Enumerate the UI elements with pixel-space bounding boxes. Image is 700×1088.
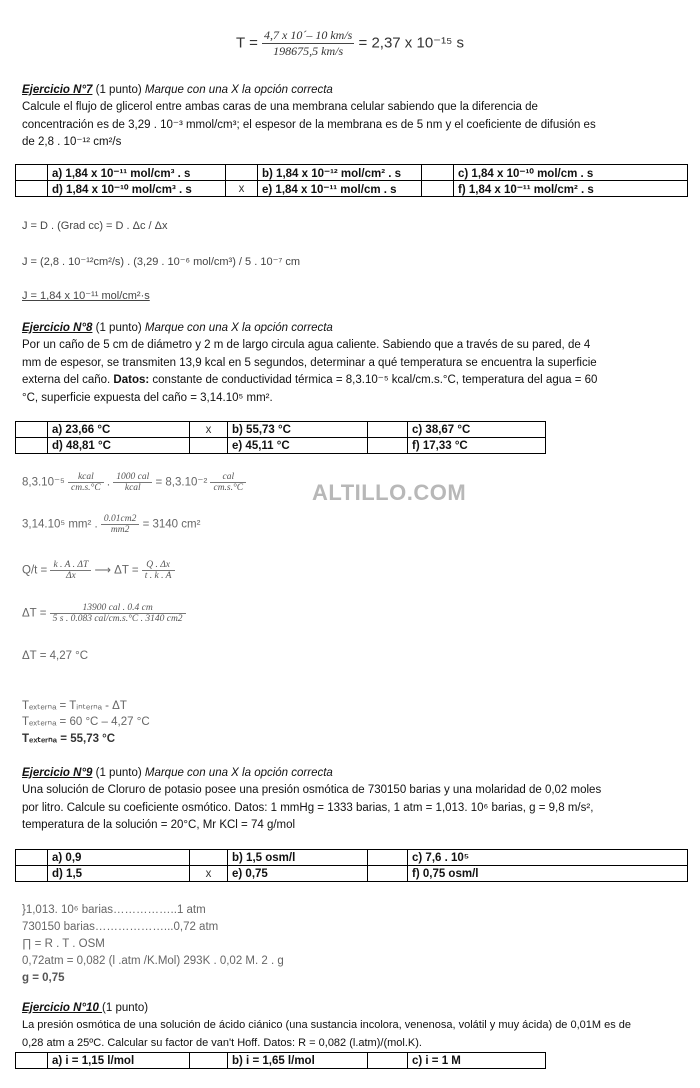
ej8-statement bbox=[22, 337, 686, 407]
ej9-title: Ejercicio N°9 bbox=[22, 767, 93, 779]
ej7-calc3: J = 1,84 x 10⁻¹¹ mol/cm²·s bbox=[22, 290, 150, 302]
top-formula bbox=[0, 28, 700, 59]
ej7-line3: de 2,8 . 10⁻¹² cm²/s bbox=[22, 136, 122, 148]
option-mark-cell[interactable] bbox=[16, 181, 48, 197]
ej8-step3 bbox=[22, 560, 175, 581]
fraction-denominator: mm2 bbox=[110, 525, 130, 535]
option-mark-cell[interactable] bbox=[16, 438, 48, 454]
option-mark-cell[interactable] bbox=[190, 1053, 228, 1069]
ej9-line2: por litro. Calcule su coeficiente osmótico. Datos: 1 mmHg = 1333 barias, 1 atm = 1,013. 10⁶ barias, g = 9,8 m/s², bbox=[22, 801, 594, 814]
ej8-step1: 8,3.10⁻⁵ $\frac{\text{kcal}}{cm.s.^\circ C}$ . $\frac{\text{1000 cal}}{\text{kcal}}$ = 8,3.10⁻² $\frac{\text{cal}}{cm.s.^\circ C}$ bbox=[22, 472, 246, 493]
ej9-line1: Una solución de Cloruro de potasio posee una presión osmótica de 730150 barias y una molaridad de 0,02 moles bbox=[22, 784, 602, 796]
ej8-step4-pre: ΔT = bbox=[22, 607, 47, 620]
ej8-step3-frac1 bbox=[50, 560, 91, 581]
fraction-denominator: 5 s . 0.083 cal/cm.s.°C . 3140 cm2 bbox=[52, 614, 183, 624]
top-formula-lhs: T = bbox=[236, 34, 258, 52]
ej7-line1: Calcule el flujo de glicerol entre ambas caras de una membrana celular sabiendo que la diferencia de bbox=[22, 101, 538, 113]
ej9-points: (1 punto) bbox=[95, 767, 142, 779]
ej8-heading bbox=[22, 322, 333, 334]
option-mark-cell[interactable]: x bbox=[226, 181, 258, 197]
ej9-statement bbox=[22, 782, 686, 835]
ej7-instruction: Marque con una X la opción correcta bbox=[144, 84, 333, 96]
table-row bbox=[16, 866, 688, 882]
ej8-options-table bbox=[15, 421, 546, 454]
fraction-numerator: 13900 cal . 0.4 cm bbox=[50, 603, 186, 614]
top-formula-rhs: = 2,37 x 10⁻¹⁵ s bbox=[358, 34, 464, 52]
ej9-instruction: Marque con una X la opción correcta bbox=[144, 767, 333, 779]
option-cell: f) 17,33 °C bbox=[408, 438, 546, 454]
option-cell: b) 55,73 °C bbox=[228, 422, 368, 438]
ej8-step2-frac bbox=[101, 514, 139, 535]
ej7-title: Ejercicio N°7 bbox=[22, 84, 93, 96]
table-row bbox=[16, 422, 546, 438]
table-row bbox=[16, 850, 688, 866]
fraction-denominator: kcal bbox=[124, 483, 141, 493]
ej8-title: Ejercicio N°8 bbox=[22, 322, 93, 334]
fraction-denominator: cm.s.°C bbox=[71, 483, 101, 493]
option-mark-cell[interactable] bbox=[190, 850, 228, 866]
ej10-title: Ejercicio N°10 bbox=[22, 1002, 103, 1014]
ej7-calc2: J = (2,8 . 10⁻¹²cm²/s) . (3,29 . 10⁻⁶ mol/cm³) / 5 . 10⁻⁷ cm bbox=[22, 256, 301, 268]
option-mark-cell[interactable] bbox=[16, 422, 48, 438]
ej8-datos-label: Datos: bbox=[113, 374, 150, 386]
ej8-step2 bbox=[22, 514, 200, 535]
ej8-step1-frac3 bbox=[210, 472, 246, 493]
option-cell: f) 0,75 osm/l bbox=[408, 866, 688, 882]
ej9-calc3: ∏ = R . T . OSM bbox=[22, 938, 105, 950]
ej8-line2: mm de espesor, se transmiten 13,9 kcal en 5 segundos, determinar a qué temperatura se encuentra la superficie bbox=[22, 356, 597, 369]
option-cell: c) 1,84 x 10⁻¹⁰ mol/cm . s bbox=[454, 165, 688, 181]
ej7-calc1: J = D . (Grad cc) = D . Δc / Δx bbox=[22, 220, 168, 232]
option-mark-cell[interactable] bbox=[16, 165, 48, 181]
fraction-numerator: 0.01cm2 bbox=[101, 514, 139, 525]
option-mark-cell[interactable] bbox=[368, 422, 408, 438]
option-mark-cell[interactable] bbox=[422, 165, 454, 181]
ej9-calc2: 730150 barias………………...0,72 atm bbox=[22, 921, 219, 933]
ej7-points: (1 punto) bbox=[95, 84, 142, 96]
ej8-t2: Tₑₓₜₑᵣₙₐ = 60 °C – 4,27 °C bbox=[22, 716, 150, 728]
watermark-logo: ALTILLO.COM bbox=[312, 480, 467, 505]
fraction-numerator: cal bbox=[210, 472, 246, 483]
option-cell: b) i = 1,65 l/mol bbox=[228, 1053, 368, 1069]
ej8-step4 bbox=[22, 603, 186, 624]
option-mark-cell[interactable] bbox=[16, 1053, 48, 1069]
top-formula-fraction bbox=[262, 28, 354, 59]
fraction-denominator: t . k . A bbox=[144, 571, 172, 581]
ej10-statement bbox=[22, 1017, 692, 1052]
option-mark-cell[interactable] bbox=[368, 438, 408, 454]
ej8-line3-b: constante de conductividad térmica = 8,3.10⁻⁵ kcal/cm.s.°C, temperatura del agua = 60 bbox=[149, 374, 598, 386]
top-formula-denominator: 198675,5 km/s bbox=[273, 44, 344, 58]
option-mark-cell[interactable] bbox=[368, 1053, 408, 1069]
option-cell: e) 45,11 °C bbox=[228, 438, 368, 454]
table-row bbox=[16, 165, 688, 181]
option-cell: d) 48,81 °C bbox=[48, 438, 190, 454]
ej8-instruction: Marque con una X la opción correcta bbox=[144, 322, 333, 334]
table-row bbox=[16, 1053, 546, 1069]
fraction-numerator: Q . Δx bbox=[142, 560, 175, 571]
option-cell: b) 1,84 x 10⁻¹² mol/cm² . s bbox=[258, 165, 422, 181]
ej8-step1-frac1 bbox=[68, 472, 104, 493]
option-cell: f) 1,84 x 10⁻¹¹ mol/cm² . s bbox=[454, 181, 688, 197]
ej10-heading bbox=[22, 1002, 148, 1014]
ej9-line3: temperatura de la solución = 20°C, Mr KCl = 74 g/mol bbox=[22, 819, 296, 831]
option-mark-cell[interactable] bbox=[226, 165, 258, 181]
ej10-points: (1 punto) bbox=[102, 1002, 149, 1014]
fraction-numerator: kcal bbox=[68, 472, 104, 483]
ej8-step3-frac2 bbox=[142, 560, 175, 581]
ej8-step3-pre: Q/t = bbox=[22, 564, 48, 577]
option-cell: c) i = 1 M bbox=[408, 1053, 546, 1069]
option-cell: d) 1,5 bbox=[48, 866, 190, 882]
table-row bbox=[16, 438, 546, 454]
ej8-line3-a: externa del caño. bbox=[22, 374, 114, 386]
fraction-denominator: cm.s.°C bbox=[213, 483, 244, 493]
table-row bbox=[16, 181, 688, 197]
option-cell: d) 1,84 x 10⁻¹⁰ mol/cm³ . s bbox=[48, 181, 226, 197]
option-cell: a) 0,9 bbox=[48, 850, 190, 866]
ej8-step2-post: = 3140 cm² bbox=[142, 518, 201, 531]
ej7-options-table bbox=[15, 164, 688, 197]
ej8-points: (1 punto) bbox=[95, 322, 142, 334]
ej9-calc1: }1,013. 10⁶ barias……………..1 atm bbox=[22, 904, 206, 916]
option-cell: e) 0,75 bbox=[228, 866, 368, 882]
fraction-numerator: k . A . ΔT bbox=[50, 560, 91, 571]
option-mark-cell[interactable] bbox=[368, 866, 408, 882]
ej8-t3: Tₑₓₜₑᵣₙₐ = 55,73 °C bbox=[22, 733, 116, 745]
ej7-line2: concentración es de 3,29 . 10⁻³ mmol/cm³; el espesor de la membrana es de 5 nm y el coeficiente de difusión es bbox=[22, 118, 596, 131]
option-mark-cell[interactable] bbox=[368, 850, 408, 866]
ej10-line2: 0,28 atm a 25ºC. Calcular su factor de van't Hoff. Datos: R = 0,082 (l.atm)/(mol.K). bbox=[22, 1036, 422, 1049]
option-mark-cell[interactable]: x bbox=[190, 866, 228, 882]
fraction-numerator: 1000 cal bbox=[113, 472, 152, 483]
ej8-line1: Por un caño de 5 cm de diámetro y 2 m de largo circula agua caliente. Sabiendo que a través de su pared, de 4 bbox=[22, 339, 591, 351]
ej8-step1-mid: = 8,3.10⁻² bbox=[155, 476, 208, 489]
ej8-t1: Tₑₓₜₑᵣₙₐ = Tᵢₙₜₑᵣₙₐ - ΔT bbox=[22, 700, 127, 712]
ej8-step1-frac2 bbox=[113, 472, 152, 493]
option-cell: c) 7,6 . 10⁵ bbox=[408, 850, 688, 866]
ej9-heading bbox=[22, 767, 333, 779]
option-mark-cell[interactable] bbox=[16, 850, 48, 866]
ej9-calc5: g = 0,75 bbox=[22, 972, 65, 984]
ej8-step1-pre: 8,3.10⁻⁵ bbox=[22, 476, 65, 489]
ej8-step4-frac bbox=[50, 603, 186, 624]
fraction-denominator: Δx bbox=[65, 571, 76, 581]
ej7-heading bbox=[22, 84, 333, 96]
option-cell: b) 1,5 osm/l bbox=[228, 850, 368, 866]
option-cell: e) 1,84 x 10⁻¹¹ mol/cm . s bbox=[258, 181, 422, 197]
option-mark-cell[interactable] bbox=[422, 181, 454, 197]
top-formula-numerator: 4,7 x 10´– 10 km/s bbox=[264, 28, 353, 42]
ej7-statement bbox=[22, 99, 686, 152]
option-mark-cell[interactable]: x bbox=[190, 422, 228, 438]
option-mark-cell[interactable] bbox=[16, 866, 48, 882]
option-cell: c) 38,67 °C bbox=[408, 422, 546, 438]
ej9-options-table bbox=[15, 849, 688, 882]
option-cell: a) i = 1,15 l/mol bbox=[48, 1053, 190, 1069]
ej10-options-table bbox=[15, 1052, 546, 1069]
ej8-step2-pre: 3,14.10⁵ mm² . bbox=[22, 518, 98, 531]
ej8-line3 bbox=[22, 372, 686, 390]
ej10-line1: La presión osmótica de una solución de ácido ciánico (una sustancia incolora, venenosa, volátil y muy ácida) de 0,01M es de bbox=[22, 1019, 632, 1031]
option-cell: a) 23,66 °C bbox=[48, 422, 190, 438]
option-cell: a) 1,84 x 10⁻¹¹ mol/cm³ . s bbox=[48, 165, 226, 181]
ej8-line4: °C, superficie expuesta del caño = 3,14.10⁵ mm². bbox=[22, 391, 273, 404]
option-mark-cell[interactable] bbox=[190, 438, 228, 454]
ej9-calc4: 0,72atm = 0,082 (l .atm /K.Mol) 293K . 0,02 M. 2 . g bbox=[22, 955, 284, 967]
ej8-step3-mid: ⟶ ΔT = bbox=[94, 564, 139, 577]
ej8-step5: ΔT = 4,27 °C bbox=[22, 650, 89, 662]
